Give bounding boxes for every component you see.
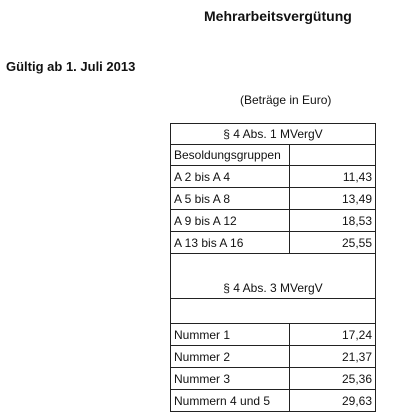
section-spacer [171,254,376,279]
spacer-cell [171,299,376,324]
table-row [171,346,376,368]
valid-from-heading: Gültig ab 1. Juli 2013 [6,59,136,74]
row-amount: 21,37 [290,346,376,368]
table-row [171,368,376,390]
subheader-besoldungsgruppen: Besoldungsgruppen [171,145,290,166]
table-row [171,232,376,254]
row-amount: 25,36 [290,368,376,390]
row-label: Nummer 3 [171,368,290,390]
row-amount: 17,24 [290,324,376,346]
table-row [171,188,376,210]
section1-subheader-row [171,145,376,166]
row-label: Nummer 2 [171,346,290,368]
section1-header: § 4 Abs. 1 MVergV [171,124,376,145]
table-row [171,324,376,346]
rates-table [170,123,376,412]
spacer-cell [171,254,376,279]
section2-header: § 4 Abs. 3 MVergV [171,278,376,299]
row-label: Nummern 4 und 5 [171,390,290,412]
document-title: Mehrarbeitsvergütung [204,8,352,24]
section-spacer [171,299,376,324]
subheader-empty-cell [290,145,376,166]
row-amount: 25,55 [290,232,376,254]
table-row [171,210,376,232]
row-amount: 18,53 [290,210,376,232]
row-amount: 11,43 [290,166,376,188]
table-row [171,390,376,412]
row-label: A 2 bis A 4 [171,166,290,188]
row-label: Nummer 1 [171,324,290,346]
row-amount: 29,63 [290,390,376,412]
section1-header-row [171,124,376,145]
section2-header-row [171,278,376,299]
row-amount: 13,49 [290,188,376,210]
row-label: A 13 bis A 16 [171,232,290,254]
row-label: A 9 bis A 12 [171,210,290,232]
row-label: A 5 bis A 8 [171,188,290,210]
unit-note: (Beträge in Euro) [240,93,332,107]
table-row [171,166,376,188]
